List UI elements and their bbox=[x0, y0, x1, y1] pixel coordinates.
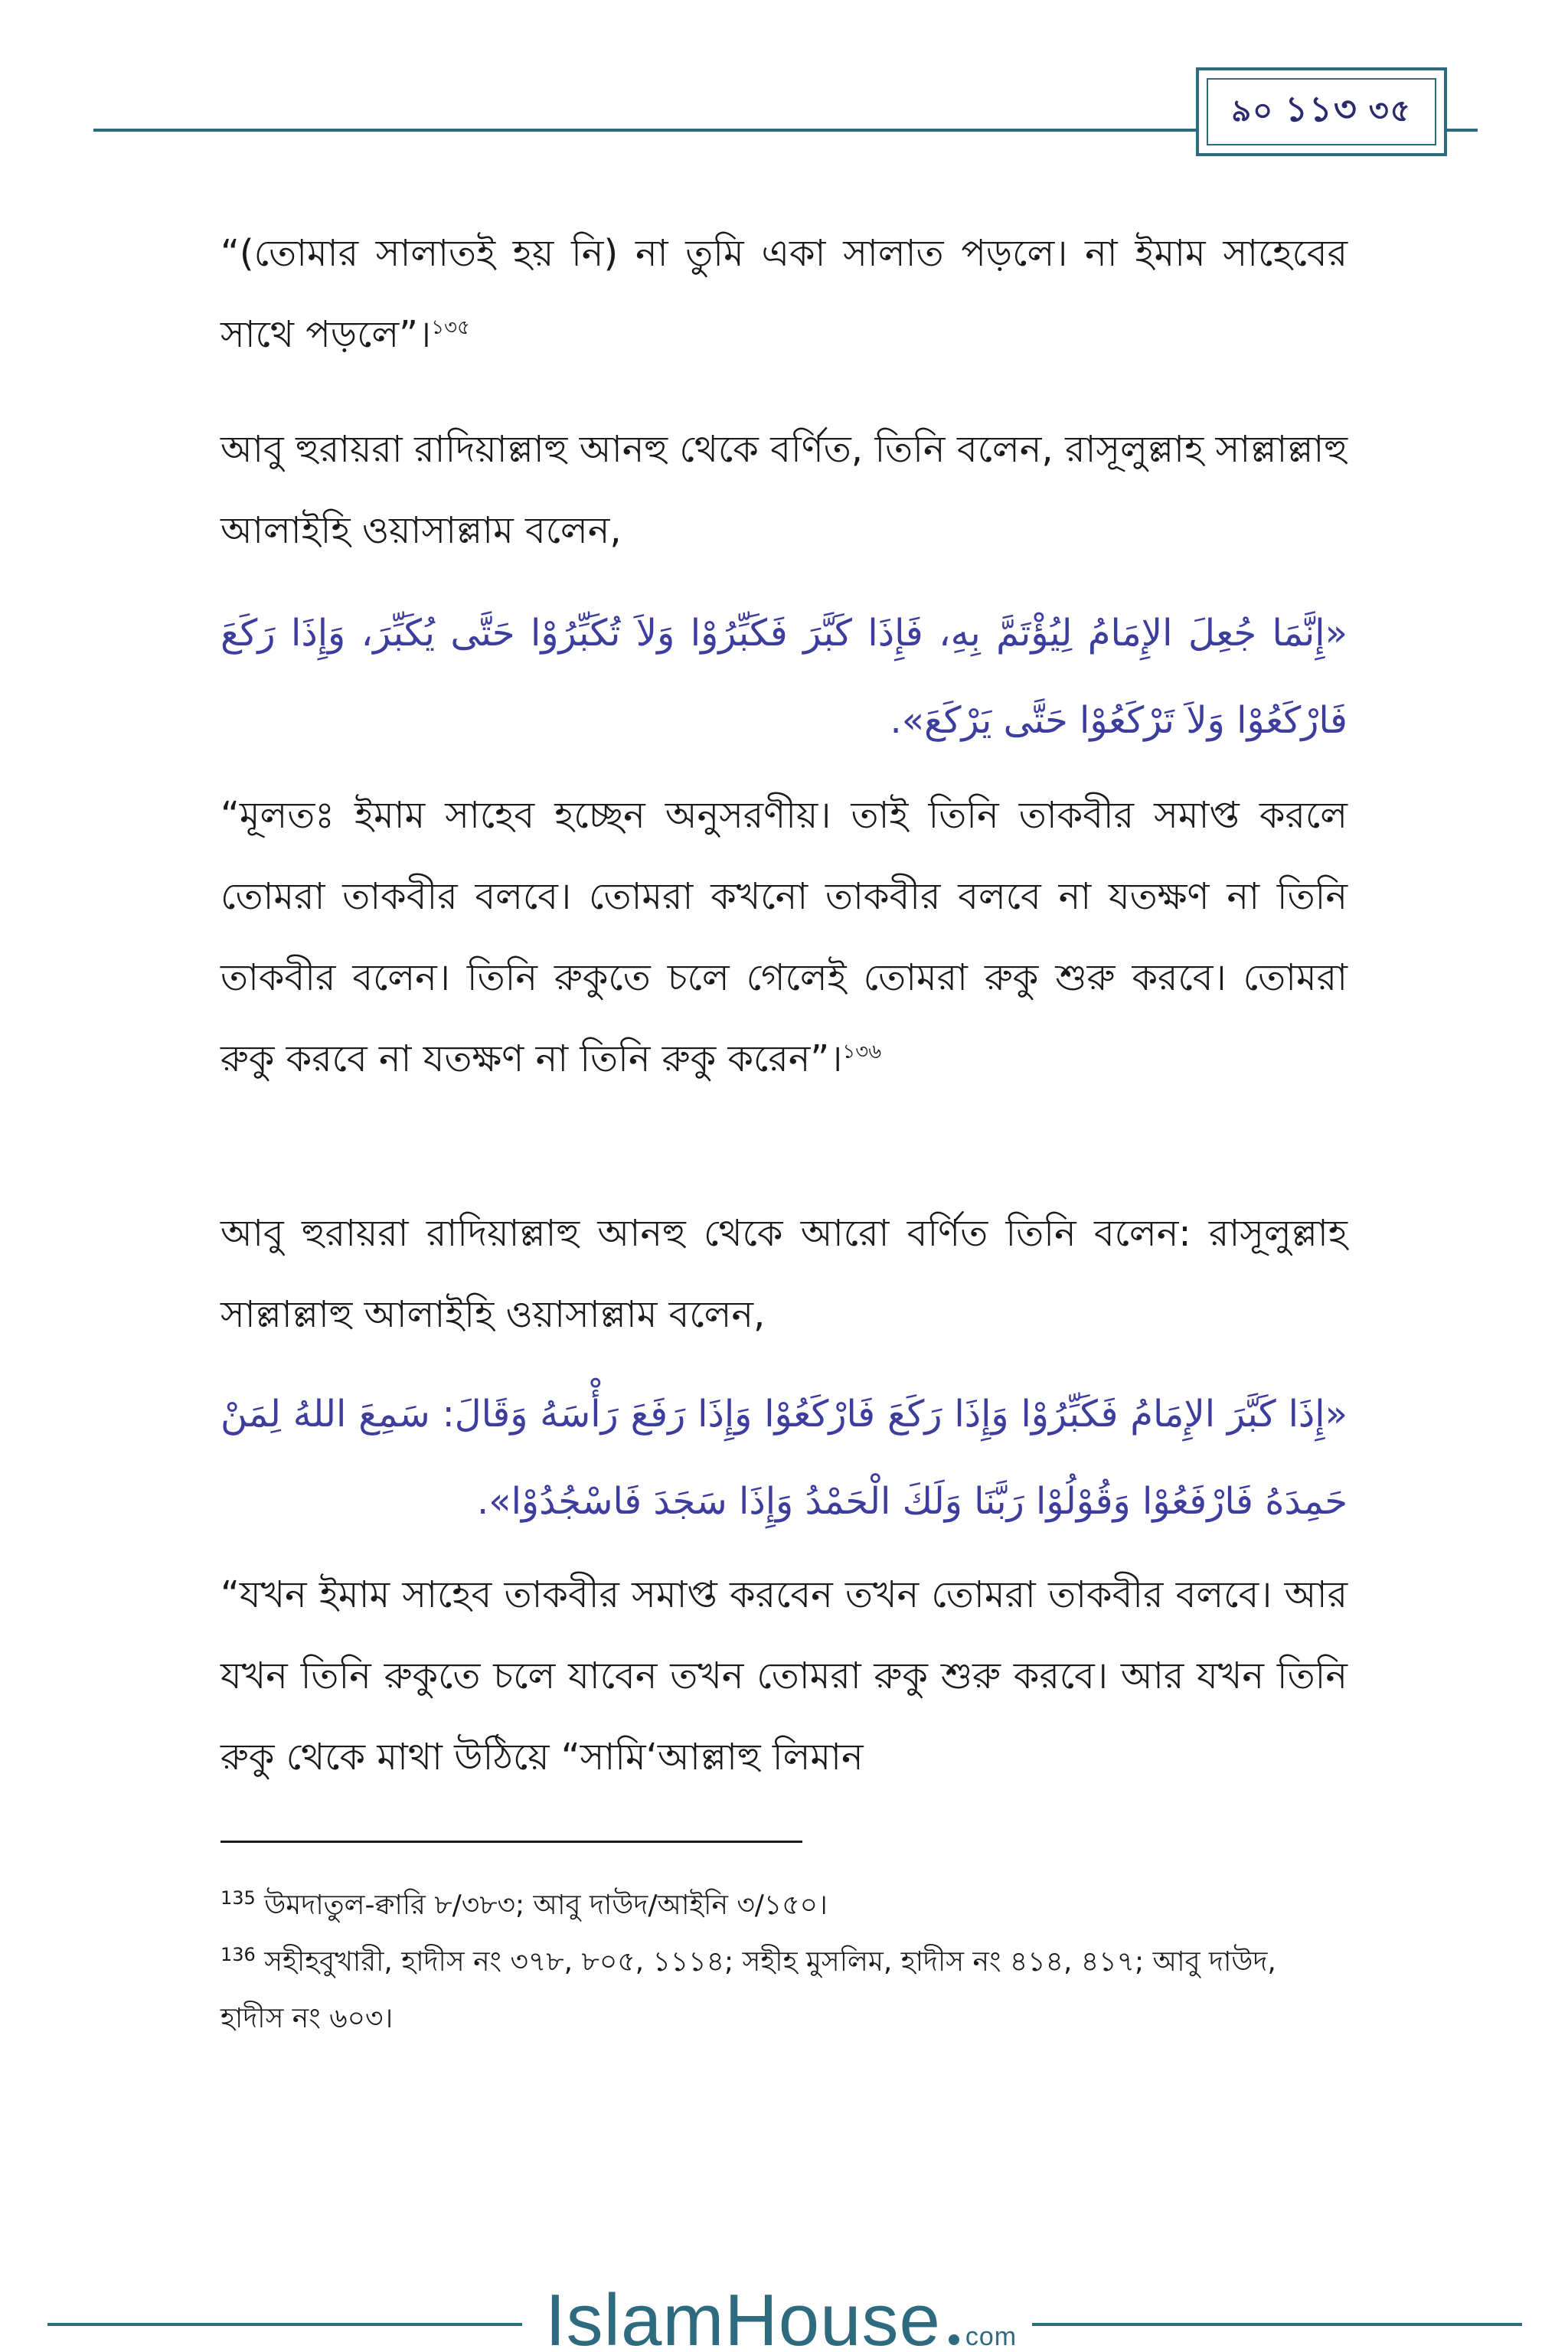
page-number: ১১৩ bbox=[1285, 88, 1358, 129]
footnote bbox=[220, 1877, 1348, 1934]
footer-dot-icon bbox=[949, 2334, 959, 2345]
arabic-hadith-quote: «إِذَا كَبَّرَ الإِمَامُ فَكَبِّرُوْا وَإِذَا رَكَعَ فَارْكَعُوْا وَإِذَا رَفَعَ رَأْسَهُ وَقَالَ: سَمِعَ اللهُ لِمَنْ حَمِدَهُ فَارْفَعُوْا وَقُوْلُوْا رَبَّنَا وَلَكَ الْحَمْدُ وَإِذَا سَجَدَ فَاسْجُدُوْا». bbox=[220, 1393, 1348, 1523]
arabic-hadith-quote: «إِنَّمَا جُعِلَ الإِمَامُ لِيُؤْتَمَّ بِهِ، فَإِذَا كَبَّرَ فَكَبِّرُوْا وَلاَ تُكَبِّرُوْا حَتَّى يُكَبِّرَ، وَإِذَا رَكَعَ فَارْكَعُوْا وَلاَ تَرْكَعُوْا حَتَّى يَرْكَعَ». bbox=[220, 612, 1348, 742]
paragraph-text: “(তোমার সালাতই হয় নি) না তুমি একা সালাত পড়লে। না ইমাম সাহেবের সাথে পড়লে”। bbox=[220, 232, 1348, 356]
footnote-text: উমদাতুল-ক্বারি ৮/৩৮৩; আবু দাউদ/আইনি ৩/১৫০। bbox=[264, 1890, 828, 1921]
body-paragraph bbox=[220, 409, 1348, 571]
paragraph-text: আবু হুরায়রা রাদিয়াল্লাহু আনহু থেকে আরো বর্ণিত তিনি বলেন: রাসূলুল্লাহ সাল্লাল্লাহু আলাইহি ওয়াসাল্লাম বলেন, bbox=[220, 1212, 1348, 1336]
paragraph-text: “যখন ইমাম সাহেব তাকবীর সমাপ্ত করবেন তখন তোমরা তাকবীর বলবে। আর যখন তিনি রুকুতে চলে যাবেন তখন তোমরা রুকু শুরু করবে। আর যখন তিনি রুকু থেকে মাথা উঠিয়ে “সামি‘আল্লাহু লিমান bbox=[220, 1573, 1348, 1779]
body-paragraph bbox=[220, 213, 1348, 375]
badge-ornament-left: ৯০ bbox=[1231, 93, 1275, 129]
page-number-badge bbox=[1196, 67, 1447, 156]
footer-brand-suffix: com bbox=[965, 2322, 1018, 2351]
footnote-separator bbox=[220, 1841, 802, 1843]
islamhouse-logo bbox=[545, 2278, 1017, 2352]
badge-ornament-right: ৩৫ bbox=[1368, 93, 1412, 129]
footnote-reference: ১৩৬ bbox=[842, 1040, 882, 1063]
footnote-reference: ১৩৫ bbox=[431, 316, 470, 339]
paragraph-text: “মূলতঃ ইমাম সাহেব হচ্ছেন অনুসরণীয়। তাই তিনি তাকবীর সমাপ্ত করলে তোমরা তাকবীর বলবে। তোমরা কখনো তাকবীর বলবে না যতক্ষণ না তিনি তাকবীর বলেন। তিনি রুকুতে চলে গেলেই তোমরা রুকু শুরু করবে। তোমরা রুকু করবে না যতক্ষণ না তিনি রুকু করেন”। bbox=[220, 794, 1348, 1080]
header-rule-left bbox=[93, 129, 1219, 132]
body-paragraph bbox=[220, 1554, 1348, 1798]
footnote-number: 135 bbox=[220, 1887, 256, 1909]
body-paragraph bbox=[220, 775, 1348, 1099]
footer-rule-right bbox=[1032, 2323, 1522, 2326]
body-paragraph bbox=[220, 1193, 1348, 1355]
footer-brand-name: IslamHouse bbox=[545, 2279, 941, 2352]
footnote-text: সহীহবুখারী, হাদীস নং ৩৭৮, ৮০৫, ১১১৪; সহীহ মুসলিম, হাদীস নং ৪১৪, ৪১৭; আবু দাউদ, হাদীস নং ৬০৩। bbox=[220, 1946, 1276, 2034]
footnote-number: 136 bbox=[220, 1944, 256, 1965]
page-number-frame bbox=[1207, 78, 1436, 145]
footer-rule-left bbox=[47, 2323, 522, 2326]
footnote bbox=[220, 1934, 1348, 2047]
paragraph-text: আবু হুরায়রা রাদিয়াল্লাহু আনহু থেকে বর্ণিত, তিনি বলেন, রাসূলুল্লাহ সাল্লাল্লাহু আলাইহি ওয়াসাল্লাম বলেন, bbox=[220, 428, 1348, 552]
